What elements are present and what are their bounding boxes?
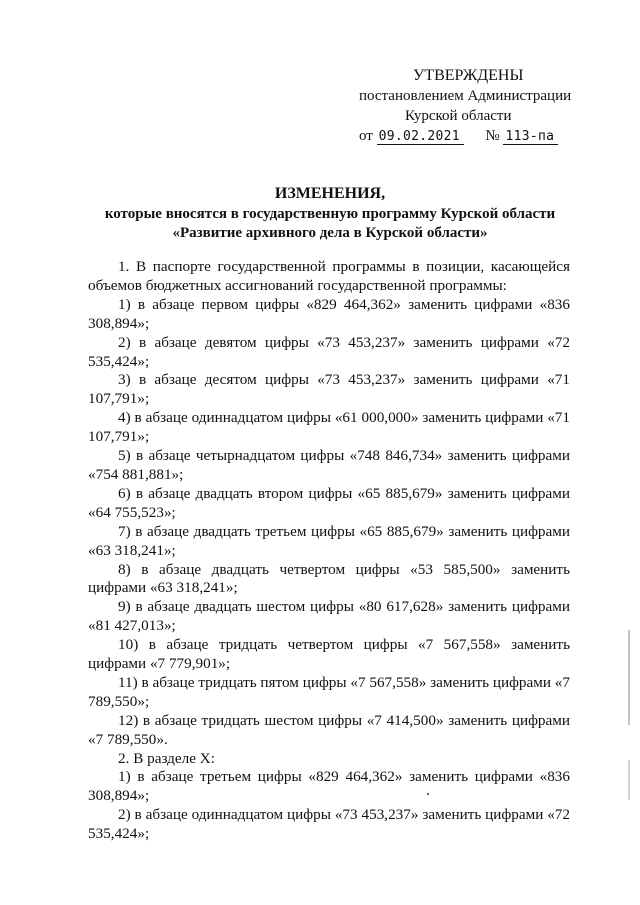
document-title: ИЗМЕНЕНИЯ, xyxy=(274,185,386,202)
list-item: 7) в абзаце двадцать третьем цифры «65 885,679» заменить цифрами «63 318,241»; xyxy=(88,522,570,559)
list-item: 10) в абзаце тридцать четвертом цифры «7 567,558» заменить цифрами «7 779,901»; xyxy=(88,636,570,673)
scan-edge-mark xyxy=(628,760,630,800)
scan-edge-mark xyxy=(628,630,630,725)
list-item: 11) в абзаце тридцать пятом цифры «7 567,558» заменить цифрами «7 789,550»; xyxy=(88,673,570,710)
approval-authority: постановлением Администрации xyxy=(359,88,572,104)
approval-number: 113-па xyxy=(503,129,558,145)
list-item: 8) в абзаце двадцать четвертом цифры «53 585,500» заменить цифрами «63 318,241»; xyxy=(88,560,570,597)
document-body xyxy=(88,258,570,844)
list-item: 1) в абзаце третьем цифры «829 464,362» заменить цифрами «836 308,894»; xyxy=(88,768,570,805)
scan-speck xyxy=(427,793,429,795)
date-prefix: от xyxy=(359,128,373,144)
list-item: 2) в абзаце одиннадцатом цифры «73 453,237» заменить цифрами «72 535,424»; xyxy=(88,806,570,843)
approval-block xyxy=(355,66,585,147)
program-name: «Развитие архивного дела в Курской области» xyxy=(172,225,488,241)
approval-date-line xyxy=(355,126,585,147)
list-item: 12) в абзаце тридцать шестом цифры «7 414,500» заменить цифрами «7 789,550». xyxy=(88,711,570,748)
list-item: 4) в абзаце одиннадцатом цифры «61 000,000» заменить цифрами «71 107,791»; xyxy=(88,409,570,446)
list-item: 5) в абзаце четырнадцатом цифры «748 846,734» заменить цифрами «754 881,881»; xyxy=(88,447,570,483)
number-prefix: № xyxy=(485,128,500,144)
list-item: 3) в абзаце десятом цифры «73 453,237» заменить цифрами «71 107,791»; xyxy=(88,371,570,408)
list-item: 2) в абзаце девятом цифры «73 453,237» заменить цифрами «72 535,424»; xyxy=(88,333,570,370)
approval-heading: УТВЕРЖДЕНЫ xyxy=(413,67,524,84)
section-1-intro: 1. В паспорте государственной программы в позиции, касающейся объемов бюджетных ассигнований государственной программы: xyxy=(88,258,570,294)
section-2-heading: 2. В разделе X: xyxy=(118,749,215,767)
document-subtitle: которые вносятся в государственную программу Курской области xyxy=(104,206,556,222)
approval-date: 09.02.2021 xyxy=(377,129,464,145)
list-item: 9) в абзаце двадцать шестом цифры «80 617,628» заменить цифрами «81 427,013»; xyxy=(88,598,570,635)
approval-region: Курской области xyxy=(405,108,512,124)
list-item: 1) в абзаце первом цифры «829 464,362» заменить цифрами «836 308,894»; xyxy=(88,295,570,332)
list-item: 6) в абзаце двадцать втором цифры «65 885,679» заменить цифрами «64 755,523»; xyxy=(88,484,570,521)
